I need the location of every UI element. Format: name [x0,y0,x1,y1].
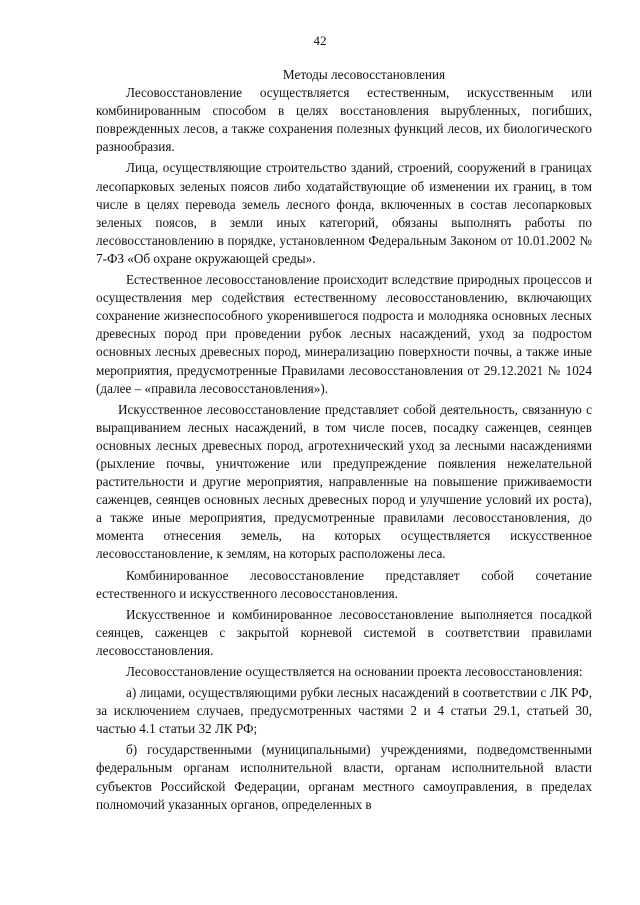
page-number: 42 [313,33,327,48]
document-body [96,66,592,817]
paragraph-natural-reforestation: Естественное лесовосстановление происходит вследствие природных процессов и осуществления мер содействия естественному лесовосстановлению, включающих сохранение жизнеспособного укоренившегося подроста и молодняка основных лесных древесных пород при проведении рубок лесных насаждений, уход за подростом основных лесных древесных пород, минерализацию поверхности почвы, а также иные мероприятия, предусмотренные Правилами лесовосстановления от 29.12.2021 № 1024 (далее – «правила лесовосстановления»). [96,272,592,396]
paragraph-construction-obligations: Лица, осуществляющие строительство зданий, строений, сооружений в границах лесопарковых зеленых поясов либо ходатайствующие об изменении их границ, в том числе в целях перевода земель лесного фонда, включенных в состав лесопарковых зеленых поясов, в земли иных категорий, обязаны выполнять работы по лесовосстановлению в порядке, установленном Федеральным Законом от 10.01.2002 № 7-ФЗ «Об охране окружающей среды». [96,160,592,266]
paragraph-project-basis: Лесовосстановление осуществляется на основании проекта лесовосстановления: [126,664,583,679]
paragraph-planting-method: Искусственное и комбинированное лесовосстановление выполняется посадкой сеянцев, саженцев с закрытой корневой системой в соответствии правилами лесовосстановления. [96,606,592,658]
paragraph-reforestation-methods: Лесовосстановление осуществляется естественным, искусственным или комбинированным способом в целях восстановления вырубленных, погибших, поврежденных лесов, а также сохранения полезных функций лесов, их биологического разнообразия. [96,85,592,155]
list-item-b: б) государственными (муниципальными) учреждениями, подведомственными федеральным органам исполнительной власти, органам исполнительной власти субъектов Российской Федерации, органам местного самоуправления, в пределах полномочий указанных органов, определенных в [96,742,592,812]
paragraph-combined-reforestation: Комбинированное лесовосстановление представляет собой сочетание естественного и искусственного лесовосстановления. [96,567,592,601]
list-item-a: а) лицами, осуществляющими рубки лесных насаждений в соответствии с ЛК РФ, за исключением случаев, предусмотренных частями 2 и 4 статьи 29.1, статьей 30, частью 4.1 статьи 32 ЛК РФ; [96,685,592,737]
paragraph-artificial-reforestation: Искусственное лесовосстановление представляет собой деятельность, связанную с выращиванием лесных насаждений, в том числе посев, посадку саженцев, сеянцев основных лесных древесных пород, агротехнический уход за лесными насаждениями (рыхление почвы, уничтожение или предупреждение появления нежелательной растительности и другие мероприятия, направленные на повышение приживаемости саженцев, сеянцев основных лесных древесных пород и улучшение условий их роста), а также иные мероприятия, предусмотренные правилами лесовосстановления, до момента отнесения земель, на которых осуществляется искусственное лесовосстановление, к землям, на которых расположены леса. [96,401,592,562]
section-heading: Методы лесовосстановления [282,67,446,82]
